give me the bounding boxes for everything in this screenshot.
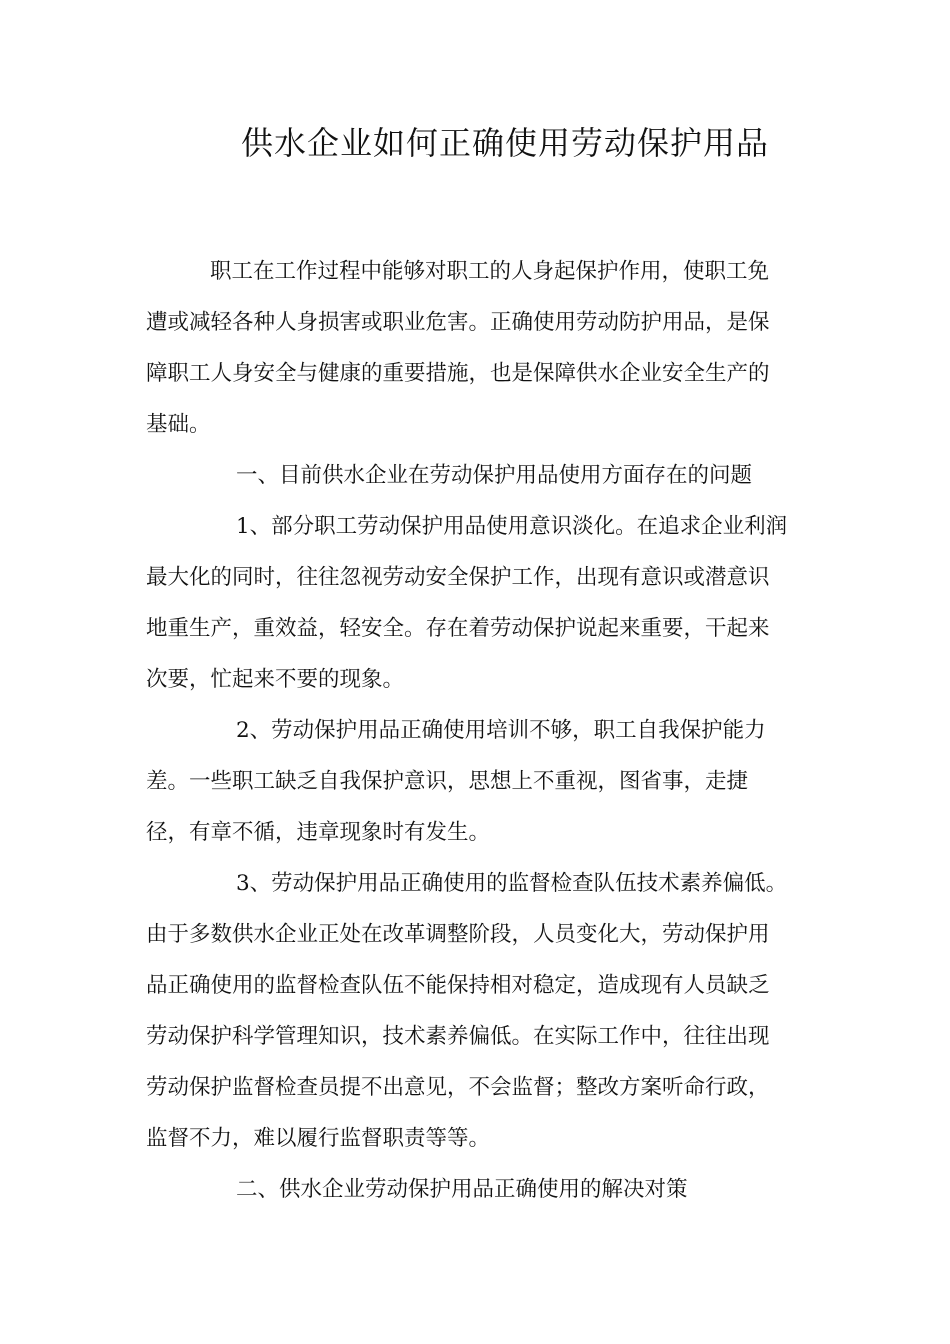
- document-title: 供水企业如何正确使用劳动保护用品: [240, 124, 769, 162]
- paragraph: [146, 858, 806, 1164]
- paragraph-line: 次要，忙起来不要的现象。: [146, 667, 405, 692]
- paragraph-line: 劳动保护监督检查员提不出意见，不会监督；整改方案听命行政，: [146, 1075, 770, 1100]
- paragraph-line: 由于多数供水企业正处在改革调整阶段，人员变化大，劳动保护用: [146, 922, 770, 947]
- paragraph-line: 1、部分职工劳动保护用品使用意识淡化。在追求企业利润: [236, 514, 788, 539]
- paragraph-line: 遭或减轻各种人身损害或职业危害。正确使用劳动防护用品，是保: [146, 310, 770, 335]
- paragraph: [146, 705, 806, 858]
- paragraph-line: 职工在工作过程中能够对职工的人身起保护作用，使职工免: [210, 259, 770, 284]
- paragraph-line: 障职工人身安全与健康的重要措施，也是保障供水企业安全生产的: [146, 361, 770, 386]
- paragraph-line: 监督不力，难以履行监督职责等等。: [146, 1126, 491, 1151]
- document-body: [146, 246, 806, 1215]
- paragraph-line: 径，有章不循，违章现象时有发生。: [146, 820, 491, 845]
- paragraph-line: 2、劳动保护用品正确使用培训不够，职工自我保护能力: [236, 718, 766, 743]
- paragraph-line: 二、供水企业劳动保护用品正确使用的解决对策: [236, 1177, 688, 1202]
- paragraph-line: 品正确使用的监督检查队伍不能保持相对稳定，造成现有人员缺乏: [146, 973, 770, 998]
- paragraph-line: 最大化的同时，往往忽视劳动安全保护工作，出现有意识或潜意识: [146, 565, 770, 590]
- paragraph-line: 地重生产，重效益，轻安全。存在着劳动保护说起来重要，干起来: [146, 616, 770, 641]
- paragraph: [146, 246, 806, 450]
- paragraph: [146, 1164, 806, 1215]
- paragraph-line: 3、劳动保护用品正确使用的监督检查队伍技术素养偏低。: [236, 871, 788, 896]
- paragraph-line: 劳动保护科学管理知识，技术素养偏低。在实际工作中，往往出现: [146, 1024, 770, 1049]
- paragraph: [146, 450, 806, 501]
- paragraph: [146, 501, 806, 705]
- paragraph-line: 一、目前供水企业在劳动保护用品使用方面存在的问题: [236, 463, 753, 488]
- paragraph-line: 差。一些职工缺乏自我保护意识，思想上不重视，图省事，走捷: [146, 769, 749, 794]
- paragraph-line: 基础。: [146, 412, 211, 437]
